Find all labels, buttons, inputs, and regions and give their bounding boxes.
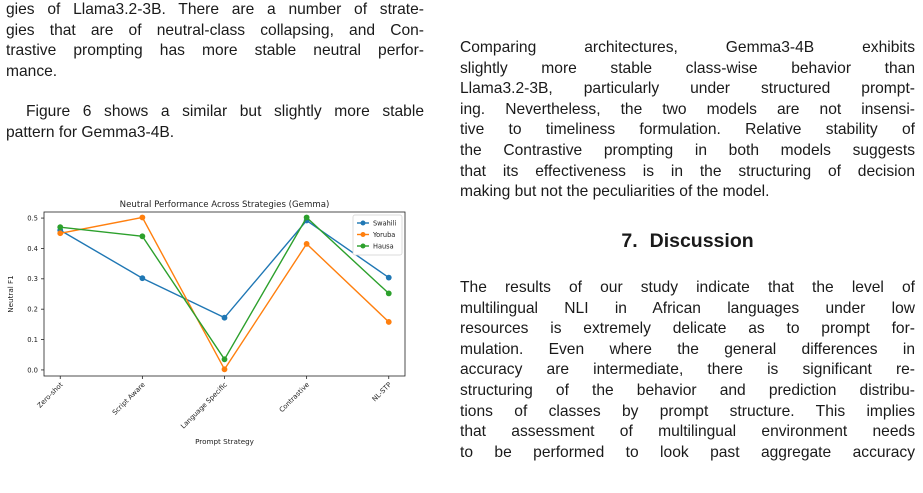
text-line: Figure 6 shows a similar but slightly more stable [26, 103, 424, 121]
text-line: mulation. Even where the general differences in [460, 340, 915, 358]
data-point-hausa [386, 290, 392, 296]
series-line-yoruba [60, 217, 389, 369]
text-line: tive to timeliness formulation. Relative stability of [460, 121, 915, 139]
text-line: making but not the peculiarities of the model. [460, 183, 770, 201]
data-point-swahili [222, 315, 228, 321]
legend-label-hausa: Hausa [373, 242, 394, 251]
data-point-yoruba [57, 230, 63, 236]
text-line: ing. Nevertheless, the two models are not insensi- [460, 100, 915, 118]
legend-marker-hausa [361, 244, 366, 249]
x-tick-label: Script Aware [110, 380, 147, 417]
y-tick-label: 0.0 [27, 366, 38, 375]
text-line: pattern for Gemma3-4B. [6, 123, 175, 141]
y-axis-label: Neutral F1 [6, 275, 15, 313]
data-point-hausa [304, 215, 310, 221]
text-line: the Contrastive prompting in both models suggests [460, 141, 915, 159]
left-paragraph-1 [6, 0, 424, 82]
text-line: structuring of the behavior and prediction distribu- [460, 381, 915, 399]
text-line: tions of classes by prompt structure. This implies [460, 402, 915, 420]
neutral-performance-chart [0, 196, 420, 493]
legend-marker-swahili [361, 221, 366, 226]
x-tick-label: Zero-shot [35, 380, 65, 410]
data-point-yoruba [304, 241, 310, 247]
x-axis-label: Prompt Strategy [195, 437, 254, 446]
text-line: accuracy are intermediate, there is significant re- [460, 361, 915, 379]
text-line: that assessment of multilingual environment needs [460, 423, 915, 441]
text-line: The results of our study indicate that the level of [460, 279, 915, 296]
text-line: Llama3.2-3B, particularly under structured prompt- [460, 80, 915, 98]
text-line: resources is extremely delicate as to prompt for- [460, 320, 915, 338]
section-title: Discussion [649, 230, 754, 252]
plot-frame [44, 212, 405, 376]
right-paragraph-2 [460, 278, 915, 463]
x-tick-label: Language Specific [179, 380, 229, 431]
y-tick-label: 0.2 [27, 305, 38, 314]
legend-label-swahili: Swahili [373, 219, 397, 228]
y-tick-label: 0.5 [27, 214, 38, 223]
data-point-yoruba [139, 215, 145, 221]
text-line: to be performed to look past aggregate accuracy [460, 443, 915, 461]
series-line-swahili [60, 221, 389, 318]
series-line-hausa [60, 217, 389, 359]
text-line: gies of Llama3.2-3B. There are a number of strate- [6, 1, 424, 18]
text-line: Comparing architectures, Gemma3-4B exhibits [460, 39, 915, 56]
chart-title: Neutral Performance Across Strategies (Gemma) [119, 200, 330, 210]
text-line: slightly more stable class-wise behavior than [460, 59, 915, 77]
section-heading [460, 230, 915, 253]
y-tick-label: 0.3 [27, 275, 38, 284]
text-line: mance. [6, 62, 58, 80]
section-number: 7. [621, 230, 638, 252]
data-point-yoruba [222, 366, 228, 372]
data-point-swahili [139, 275, 145, 281]
x-tick-label: Contrastive [277, 380, 312, 415]
x-tick-label: NL-STP [370, 380, 394, 404]
left-column [6, 0, 424, 144]
text-line: multilingual NLI in African languages under low [460, 299, 915, 317]
legend-marker-yoruba [361, 232, 366, 237]
legend-label-yoruba: Yoruba [373, 230, 396, 239]
right-column [460, 38, 915, 203]
data-point-hausa [139, 233, 145, 239]
y-tick-label: 0.4 [27, 244, 38, 253]
text-line: gies that are of neutral-class collapsing, and Con- [6, 21, 424, 39]
y-tick-label: 0.1 [27, 335, 38, 344]
right-column-lower [460, 278, 915, 463]
data-point-swahili [386, 275, 392, 281]
right-paragraph-1 [460, 38, 915, 203]
text-line: that its effectiveness is in the structuring of decision [460, 162, 915, 180]
data-point-hausa [222, 356, 228, 362]
left-paragraph-2 [6, 102, 424, 143]
text-line: trastive prompting has more stable neutral perfor- [6, 42, 424, 60]
data-point-hausa [57, 224, 63, 230]
data-point-yoruba [386, 319, 392, 325]
